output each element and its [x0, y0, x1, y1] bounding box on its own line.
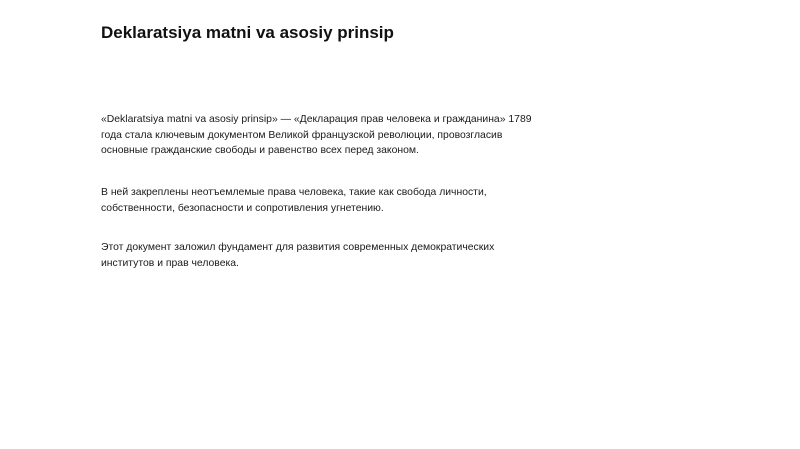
paragraph-rights: В ней закреплены неотъемлемые права человека, такие как свобода личности, собственности, безопасности и сопротивления угнетению. — [101, 187, 487, 214]
paragraph-intro: «Deklaratsiya matni va asosiy prinsip» — «Декларация прав человека и гражданина» 1789 года стала ключевым документом Великой французской революции, провозгласив основные гражданские свободы и равенство всех перед законом. — [101, 114, 532, 156]
paragraph-legacy: Этот документ заложил фундамент для развития современных демократических институтов и прав человека. — [101, 242, 495, 269]
slide-title: Deklaratsiya matni va asosiy prinsip — [101, 23, 394, 42]
